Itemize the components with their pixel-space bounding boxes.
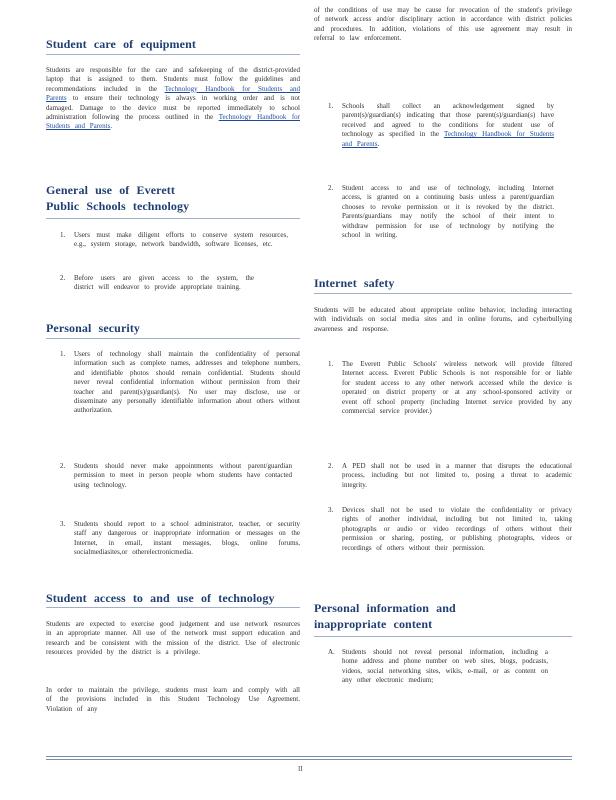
list-number: 1. [328, 102, 334, 110]
heading-rule [314, 636, 572, 637]
access-paragraph-1: Students are expected to exercise good judgement and use network resources in an appropriate manner. All use of the network must support education and research and be consistent with the mission of the district. Use of electronic resources provided by the district is a privilege. [46, 620, 300, 657]
handbook-link-2[interactable]: Technology Handbook for Students and Parents [46, 113, 300, 131]
list-number: 2. [60, 274, 66, 282]
care-text-1: Students are responsible for the care and safekeeping of the district-provided laptop that is assigned to them. Students must follow the guidelines and recommendations included in the [46, 66, 300, 93]
heading-personal-information: Personal information and inappropriate content [314, 601, 456, 631]
list-number: 3. [328, 506, 334, 514]
list-number: 2. [328, 184, 334, 192]
list-number: 3. [60, 520, 66, 528]
heading-student-care: Student care of equipment [46, 37, 196, 51]
handbook-link-3[interactable]: Technology Handbook for Students and Parents [342, 130, 555, 148]
care-paragraph [46, 66, 300, 132]
list-item: Students should not reveal personal information, including a home address and phone number on web sites, blogs, podcasts, videos, social networking sites, wikis, e-mail, or as content on any other electronic medium; [342, 648, 548, 685]
list-number: 1. [60, 231, 66, 239]
footer-rule [46, 759, 572, 760]
list-item: Devices shall not be used to violate the confidentiality or privacy rights of another individual, including but not limited to, taking photographs or audio or video recordings of others without their permission or sharing, posting, or publishing photographs, videos or recordings of others without their permission. [342, 506, 572, 552]
footer-rule [46, 756, 572, 757]
list-item: The Everett Public Schools' wireless network will provide filtered Internet access. Everett Public Schools is not responsible for or liable for student access to any other network accessed while the device is operated on district property or at any school-sponsored activity or event off school property (including Internet service provided by any commercial service provider.) [342, 360, 572, 416]
list-number: 2. [328, 462, 334, 470]
list-number: 1. [328, 360, 334, 368]
heading-personal-security: Personal security [46, 321, 141, 335]
access-paragraph-2: In order to maintain the privilege, students must learn and comply with all of the provisions included in this Student Technology Use Agreement. Violation of any [46, 686, 300, 713]
list-number: A. [328, 648, 335, 656]
list-item: Student access to and use of technology, including Internet access, is granted on a continuing basis unless a parent/guardian chooses to revoke permission or it is revoked by the district. Parents/guardians may notify the school of their intent to withdraw permission for use of technology by notifying the school in writing. [342, 184, 554, 240]
handbook-link[interactable]: Technology Handbook for Students and Parents [46, 84, 300, 103]
list-item: Students should never make appointments without parent/guardian permission to meet in person people whom students have contacted using technology. [74, 462, 292, 489]
page-number: II [298, 765, 303, 773]
internet-paragraph: Students will be educated about appropriate online behavior, including interacting with individuals on social media sites and in online forums, and cyberbullying awareness and response. [314, 306, 572, 333]
list-item: A PED shall not be used in a manner that disrupts the educational process, including but not limited to, posing a threat to academic integrity. [342, 462, 572, 489]
list-item: Before users are given access to the system, the district will endeavor to provide appropriate training. [74, 274, 254, 292]
care-text-2: to ensure their technology is always in working order and is not damaged. Damage to the device must be reported immediately to school administration following the process outlined in the [46, 94, 300, 122]
list-item: Students should report to a school administrator, teacher, or security staff any dangerous or inappropriate information or messages on the Internet, in email, instant messages, blogs, online forums, socialmediasites,or otherelectronicmedia. [74, 520, 300, 557]
heading-rule [46, 607, 300, 608]
list-item-end: . [377, 139, 380, 148]
heading-rule [46, 54, 300, 55]
continued-paragraph: of the conditions of use may be cause for revocation of the student's privilege of network access and/or disciplinary action in accordance with district policies and procedures. In addition, violations of this use agreement may result in referral to law enforcement. [314, 6, 572, 43]
heading-rule [46, 218, 300, 219]
list-number: 1. [60, 350, 66, 358]
care-text-end: . [110, 122, 113, 131]
heading-student-access: Student access to and use of technology [46, 591, 275, 605]
list-number: 2. [60, 462, 66, 470]
heading-general-use: General use of Everett Public Schools technology [46, 183, 190, 213]
heading-internet-safety: Internet safety [314, 276, 395, 290]
list-item-text: Schools shall collect an acknowledgement signed by parent(s)/guardian(s) indicating that those parent(s)/guardian(s) have received and agreed to the conditions for student use of technology as specified in the [342, 102, 554, 139]
list-item [342, 102, 554, 149]
list-item: Users of technology shall maintain the confidentiality of personal information such as complete names, addresses and telephone numbers, and identifiable photos should remain confidential. Students should never reveal confidential information without permission from their teacher and parent(s)/guardian(s). No user may disclose, use or disseminate any personally identifiable information about others without authorization. [74, 350, 300, 415]
list-item: Users must make diligent efforts to conserve system resources, e.g., system storage, network bandwidth, software licenses, etc. [74, 231, 288, 249]
heading-rule [314, 293, 572, 294]
heading-rule [46, 338, 300, 339]
